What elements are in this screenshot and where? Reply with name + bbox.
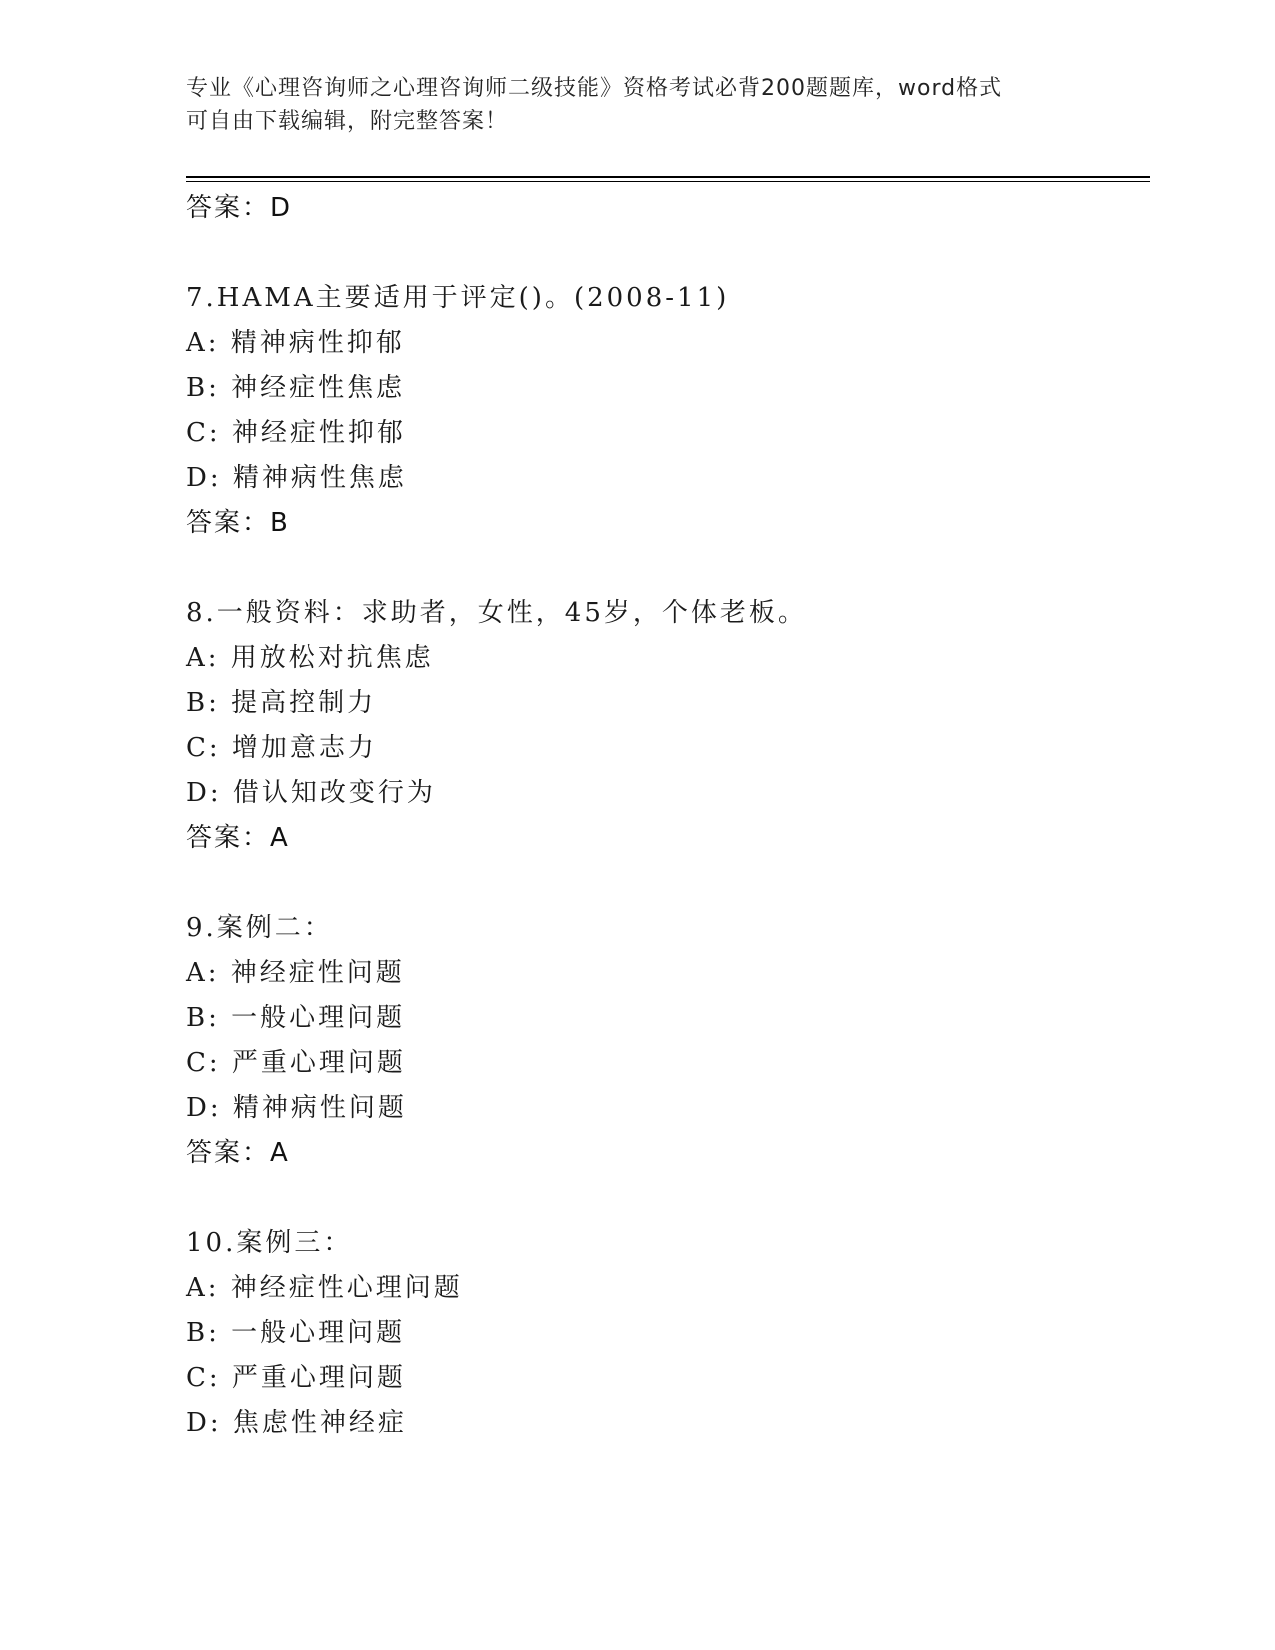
question-block (186, 906, 1146, 1176)
option-b: B: 神经症性焦虑 (186, 373, 406, 403)
spacer (186, 1176, 1146, 1221)
option-c: C: 严重心理问题 (186, 1363, 406, 1393)
option-d: D: 精神病性问题 (186, 1093, 407, 1123)
answer-line: 答案：A (186, 1138, 290, 1168)
answer-line: 答案：D (186, 193, 293, 223)
spacer (186, 546, 1146, 591)
option-a: A: 神经症性心理问题 (186, 1273, 463, 1303)
document-header (186, 72, 1066, 138)
option-a: A: 用放松对抗焦虑 (186, 643, 434, 673)
option-c: C: 神经症性抑郁 (186, 418, 406, 448)
option-a: A: 精神病性抑郁 (186, 328, 405, 358)
question-list (186, 186, 1146, 1446)
question-block (186, 276, 1146, 546)
header-line-1: 专业《心理咨询师之心理咨询师二级技能》资格考试必背200题题库，word格式 (186, 76, 1003, 101)
spacer (186, 861, 1146, 906)
header-divider-thick (186, 176, 1150, 178)
question-stem: 8.一般资料：求助者，女性，45岁，个体老板。 (186, 598, 807, 628)
option-c: C: 严重心理问题 (186, 1048, 406, 1078)
answer-line: 答案：A (186, 823, 290, 853)
option-d: D: 借认知改变行为 (186, 778, 436, 808)
question-stem: 10.案例三： (186, 1228, 353, 1258)
option-b: B: 提高控制力 (186, 688, 377, 718)
question-block (186, 1221, 1146, 1446)
option-a: A: 神经症性问题 (186, 958, 405, 988)
question-stem: 7.HAMA主要适用于评定()。(2008-11) (186, 283, 730, 313)
option-d: D: 焦虑性神经症 (186, 1408, 407, 1438)
spacer (186, 231, 1146, 276)
question-block (186, 591, 1146, 861)
header-line-2: 可自由下载编辑，附完整答案！ (186, 109, 509, 134)
option-d: D: 精神病性焦虑 (186, 463, 407, 493)
option-c: C: 增加意志力 (186, 733, 377, 763)
header-divider-thin (186, 181, 1150, 182)
option-b: B: 一般心理问题 (186, 1318, 406, 1348)
answer-line: 答案：B (186, 508, 290, 538)
question-stem: 9.案例二： (186, 913, 333, 943)
option-b: B: 一般心理问题 (186, 1003, 406, 1033)
